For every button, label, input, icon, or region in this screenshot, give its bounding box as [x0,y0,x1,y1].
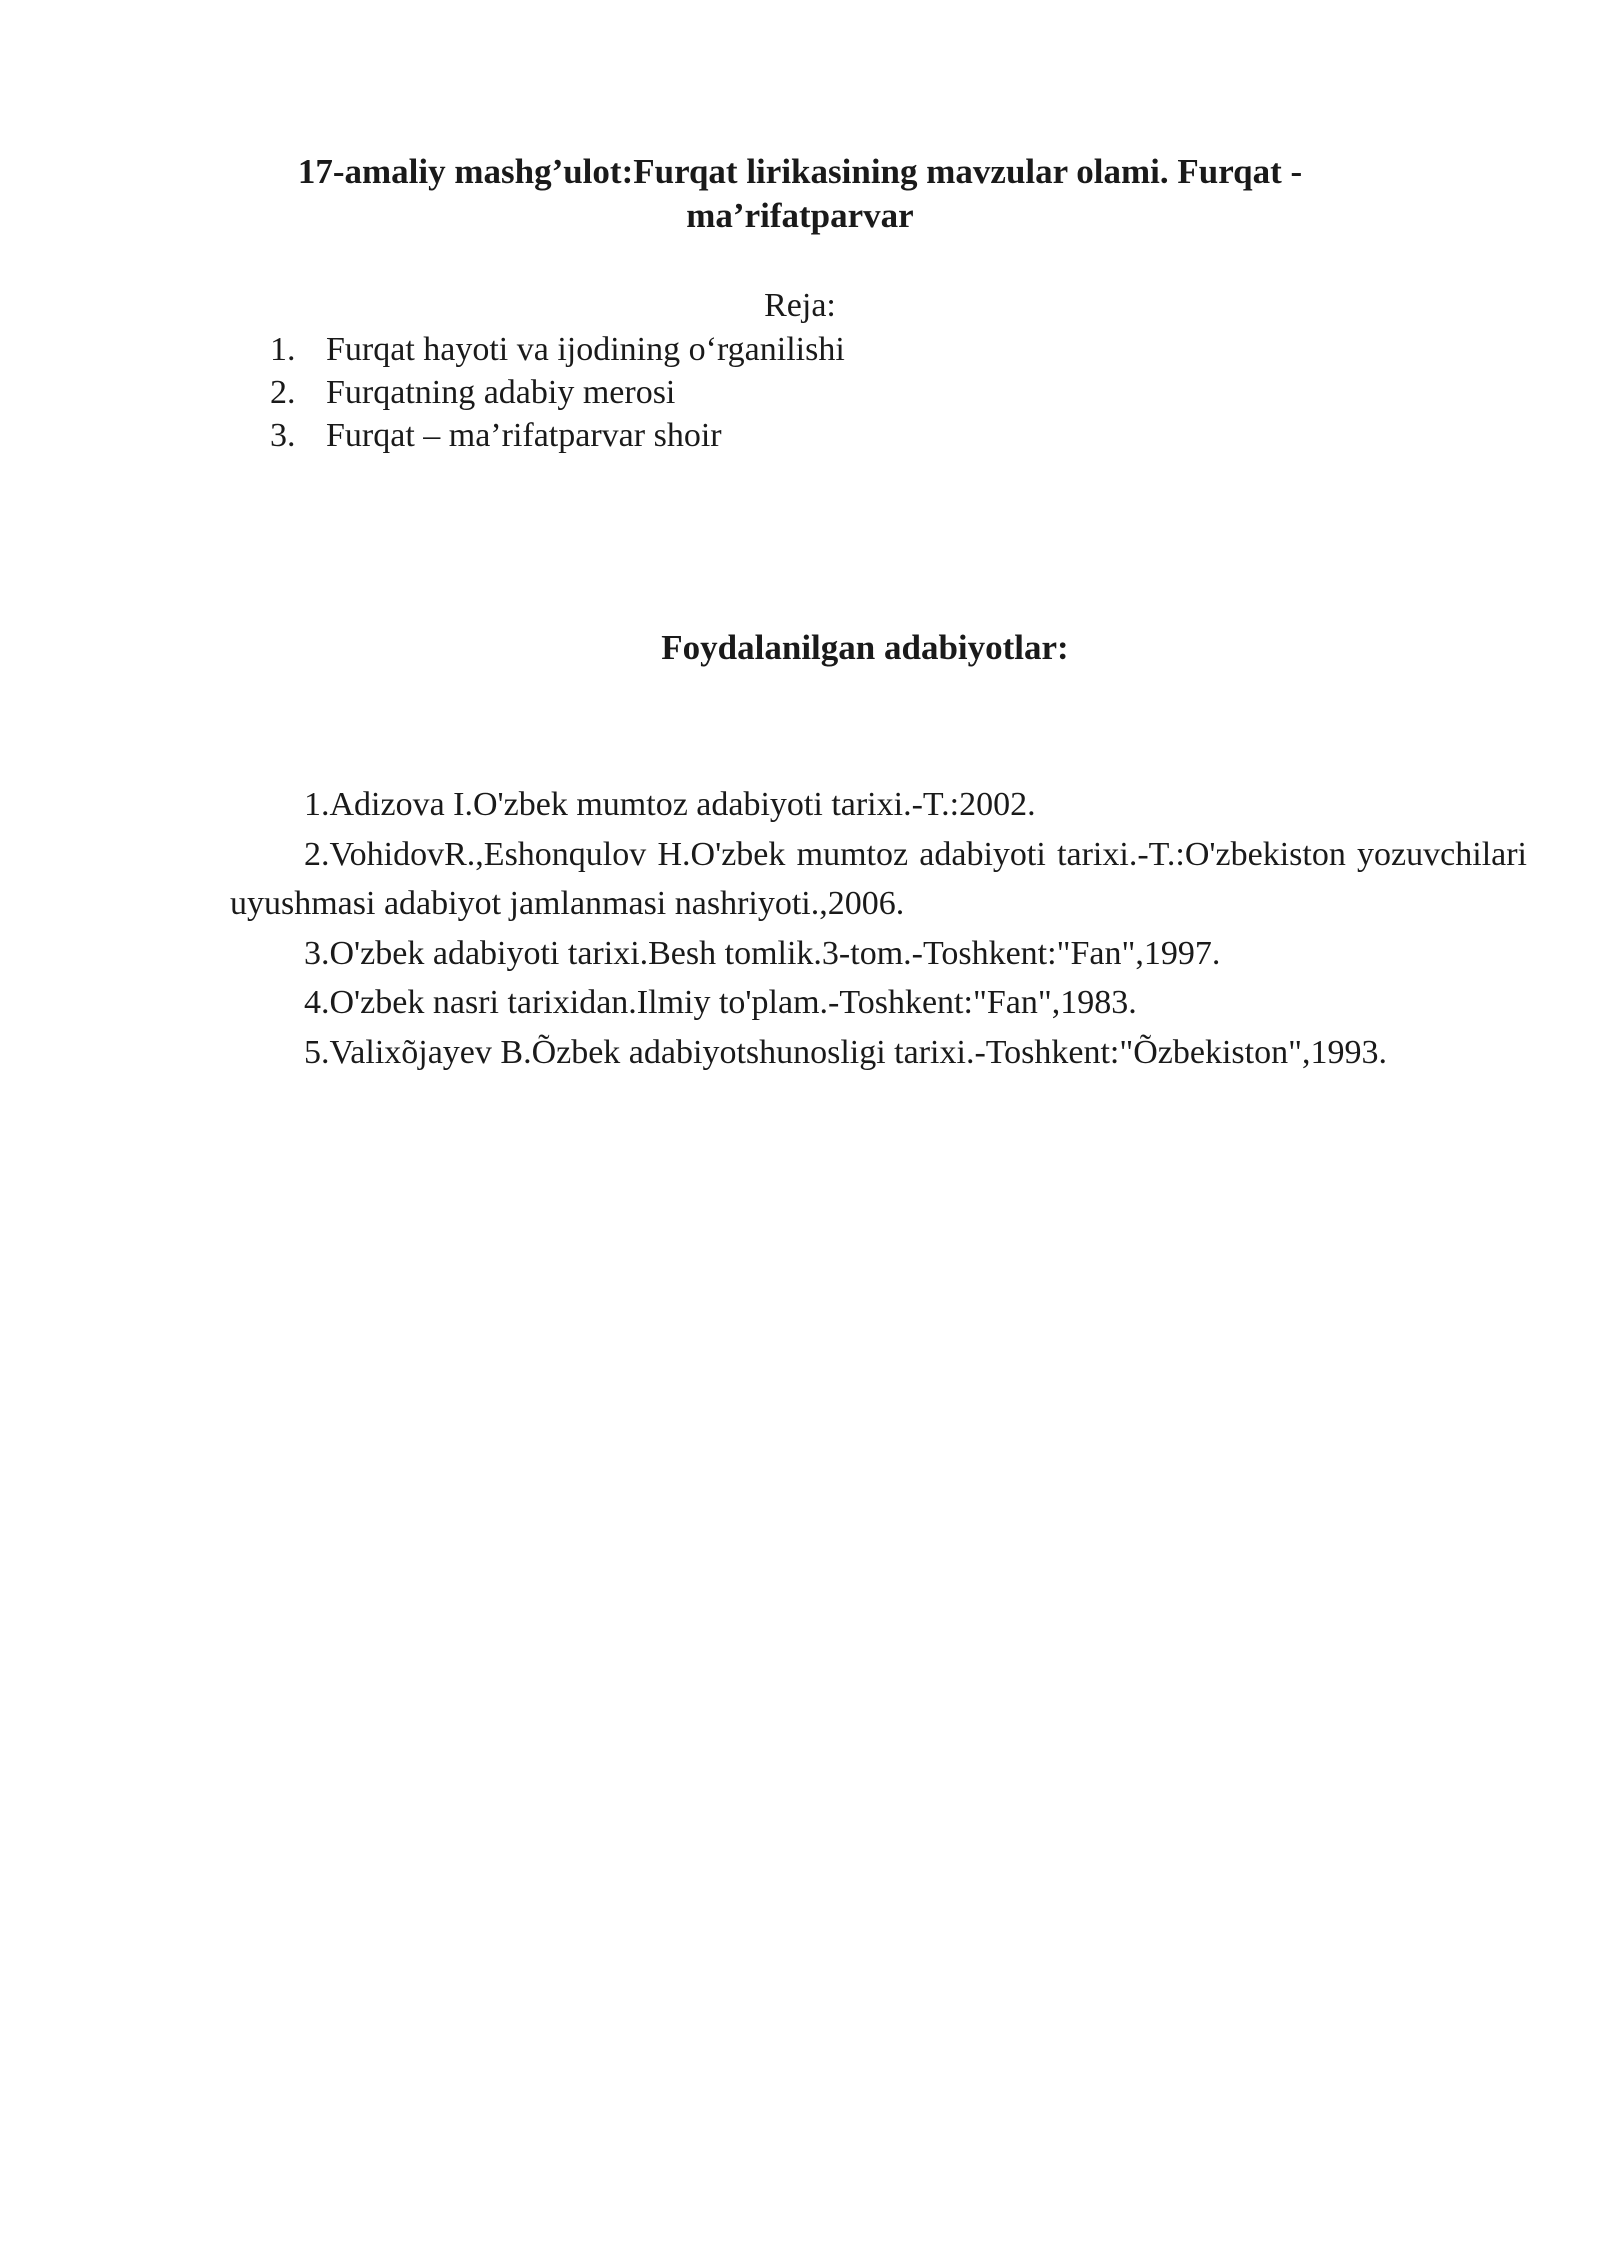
references-heading: Foydalanilgan adabiyotlar: [661,628,1069,667]
page-title [230,150,1370,238]
title-line-2: ma’rifatparvar [686,196,914,235]
reference-item: 5.Valixõjayev B.Õzbek adabiyotshunosligi tarixi.-Toshkent:"Õzbekiston",1993. [304,1033,1387,1071]
reference-item: 4.O'zbek nasri tarixidan.Ilmiy to'plam.-Toshkent:"Fan",1983. [304,984,1137,1021]
plan-item-text: Furqatning adabiy merosi [326,374,676,411]
references-list [230,780,1527,1077]
reference-item: 2.VohidovR.,Eshonqulov H.O'zbek mumtoz adabiyoti tarixi.-T.:O'zbekiston yozuvchilari uyushmasi adabiyot jamlanmasi nashriyoti.,2006. [230,835,1527,922]
reference-item: 1.Adizova I.O'zbek mumtoz adabiyoti tarixi.-T.:2002. [304,786,1036,823]
plan-item [270,414,845,457]
plan-item-text: Furqat hayoti va ijodining o‘rganilishi [326,331,845,368]
title-line-1: 17-amaliy mashg’ulot:Furqat lirikasining mavzular olami. Furqat - [297,152,1303,191]
plan-item-number: 2. [270,374,296,411]
reference-item: 3.O'zbek adabiyoti tarixi.Besh tomlik.3-tom.-Toshkent:"Fan",1997. [304,934,1221,972]
plan-item-number: 3. [270,417,296,454]
plan-item-number: 1. [270,331,296,368]
plan-list [270,328,845,457]
plan-label: Reja: [764,287,836,324]
plan-item [270,328,845,371]
plan-item-text: Furqat – ma’rifatparvar shoir [326,417,722,454]
plan-item [270,371,845,414]
